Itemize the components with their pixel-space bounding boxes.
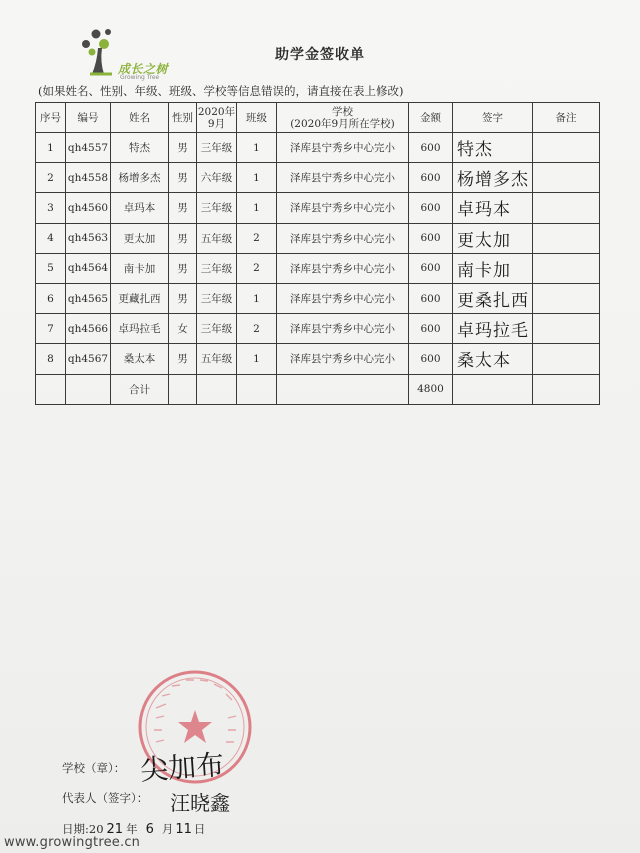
cell-name: 卓玛拉毛: [111, 314, 169, 344]
cell-no: 8: [36, 344, 66, 374]
table-row: [36, 283, 600, 313]
cell-empty: [36, 374, 66, 404]
date-month-suffix: 月: [161, 822, 174, 836]
cell-class: 1: [237, 163, 277, 193]
cell-no: 1: [36, 133, 66, 163]
cell-grade: 三年级: [197, 133, 237, 163]
cell-grade: 五年级: [197, 344, 237, 374]
cell-empty: [453, 374, 533, 404]
cell-school: 泽库县宁秀乡中心完小: [277, 314, 409, 344]
site-watermark: www.growingtree.cn: [4, 835, 141, 850]
date-year-prefix: 20: [88, 822, 104, 836]
table-row: [36, 344, 600, 374]
table-total-row: [36, 374, 600, 404]
date-day-suffix: 日: [193, 822, 206, 836]
cell-empty: [237, 374, 277, 404]
cell-school: 泽库县宁秀乡中心完小: [277, 344, 409, 374]
cell-class: 1: [237, 193, 277, 223]
cell-amount: 600: [409, 283, 453, 313]
date-day-handwritten: 11: [175, 822, 192, 837]
representative-signature: 汪晓鑫: [170, 791, 230, 815]
cell-name: 南卡加: [111, 253, 169, 283]
cell-code: qh4564: [66, 253, 111, 283]
cell-grade: 六年级: [197, 163, 237, 193]
header-amount: 金额: [409, 103, 453, 133]
header-class: 班级: [237, 103, 277, 133]
header-school-line1: 学校: [332, 105, 353, 118]
date-year-handwritten: 21: [106, 822, 124, 837]
cell-remark: [533, 283, 600, 313]
cell-school: 泽库县宁秀乡中心完小: [277, 223, 409, 253]
cell-school: 泽库县宁秀乡中心完小: [277, 283, 409, 313]
cell-amount: 600: [409, 193, 453, 223]
cell-class: 1: [237, 133, 277, 163]
grant-receipt-table: [35, 102, 600, 405]
cell-gender: 男: [169, 163, 197, 193]
cell-code: qh4557: [66, 133, 111, 163]
cell-amount: 600: [409, 314, 453, 344]
cell-amount: 600: [409, 223, 453, 253]
logo-tagline: Growing Tree: [120, 74, 160, 81]
cell-code: qh4566: [66, 314, 111, 344]
cell-grade: 三年级: [197, 253, 237, 283]
cell-class: 2: [237, 314, 277, 344]
cell-no: 7: [36, 314, 66, 344]
cell-amount: 600: [409, 344, 453, 374]
cell-name: 特杰: [111, 133, 169, 163]
cell-signature: 卓玛拉毛: [453, 314, 533, 344]
cell-no: 5: [36, 253, 66, 283]
table-row: [36, 133, 600, 163]
cell-no: 3: [36, 193, 66, 223]
cell-signature: 桑太本: [453, 344, 533, 374]
representative-label: 代表人（签字）：: [62, 791, 149, 805]
cell-signature: 更太加: [453, 223, 533, 253]
header-remark: 备注: [533, 103, 600, 133]
cell-name: 更藏扎西: [111, 283, 169, 313]
cell-empty: [277, 374, 409, 404]
cell-remark: [533, 223, 600, 253]
cell-empty: [197, 374, 237, 404]
table-row: [36, 193, 600, 223]
cell-signature: 杨增多杰: [453, 163, 533, 193]
cell-name: 卓玛本: [111, 193, 169, 223]
cell-gender: 男: [169, 193, 197, 223]
cell-class: 1: [237, 344, 277, 374]
cell-no: 4: [36, 223, 66, 253]
table-row: [36, 314, 600, 344]
total-label: 合计: [111, 374, 169, 404]
cell-gender: 男: [169, 223, 197, 253]
cell-remark: [533, 163, 600, 193]
header-no: 序号: [36, 103, 66, 133]
cell-code: qh4560: [66, 193, 111, 223]
cell-signature: 南卡加: [453, 253, 533, 283]
cell-amount: 600: [409, 253, 453, 283]
cell-gender: 男: [169, 253, 197, 283]
school-signature: 尖加布: [139, 748, 226, 787]
cell-grade: 三年级: [197, 283, 237, 313]
table-row: [36, 223, 600, 253]
cell-signature: 更桑扎西: [453, 283, 533, 313]
cell-remark: [533, 133, 600, 163]
logo-wordmark: 成长之树: [118, 62, 169, 76]
cell-gender: 女: [169, 314, 197, 344]
header-school-line2: (2020年9月所在学校): [290, 117, 395, 130]
date-year-suffix: 年: [126, 822, 138, 836]
cell-name: 杨增多杰: [111, 163, 169, 193]
cell-gender: 男: [169, 344, 197, 374]
cell-school: 泽库县宁秀乡中心完小: [277, 193, 409, 223]
table-row: [36, 163, 600, 193]
cell-name: 更太加: [111, 223, 169, 253]
cell-class: 2: [237, 253, 277, 283]
school-seal-label: 学校（章）：: [62, 761, 126, 775]
cell-amount: 600: [409, 163, 453, 193]
header-grade: 2020年9月: [197, 103, 237, 133]
cell-empty: [66, 374, 111, 404]
cell-code: qh4565: [66, 283, 111, 313]
cell-signature: 卓玛本: [453, 193, 533, 223]
cell-grade: 五年级: [197, 223, 237, 253]
cell-empty: [169, 374, 197, 404]
cell-code: qh4567: [66, 344, 111, 374]
page-title: 助学金签收单: [275, 47, 365, 63]
header-name: 姓名: [111, 103, 169, 133]
cell-name: 桑太本: [111, 344, 169, 374]
instruction-note: (如果姓名、性别、年级、班级、学校等信息错误的，请直接在表上修改): [38, 84, 404, 98]
table-header-row: [36, 103, 600, 133]
cell-school: 泽库县宁秀乡中心完小: [277, 133, 409, 163]
cell-class: 2: [237, 223, 277, 253]
date-label: 日期:: [62, 822, 89, 836]
cell-remark: [533, 193, 600, 223]
total-amount: 4800: [409, 374, 453, 404]
cell-grade: 三年级: [197, 193, 237, 223]
cell-code: qh4558: [66, 163, 111, 193]
cell-empty: [533, 374, 600, 404]
cell-school: 泽库县宁秀乡中心完小: [277, 163, 409, 193]
cell-school: 泽库县宁秀乡中心完小: [277, 253, 409, 283]
header-code: 编号: [66, 103, 111, 133]
date-month-handwritten: 6: [145, 822, 154, 837]
table-row: [36, 253, 600, 283]
cell-remark: [533, 253, 600, 283]
cell-no: 2: [36, 163, 66, 193]
cell-class: 1: [237, 283, 277, 313]
cell-grade: 三年级: [197, 314, 237, 344]
cell-gender: 男: [169, 133, 197, 163]
header-gender: 性别: [169, 103, 197, 133]
cell-signature: 特杰: [453, 133, 533, 163]
cell-amount: 600: [409, 133, 453, 163]
cell-remark: [533, 314, 600, 344]
cell-no: 6: [36, 283, 66, 313]
header-school: [277, 103, 409, 133]
cell-remark: [533, 344, 600, 374]
cell-gender: 男: [169, 283, 197, 313]
cell-code: qh4563: [66, 223, 111, 253]
header-signature: 签字: [453, 103, 533, 133]
